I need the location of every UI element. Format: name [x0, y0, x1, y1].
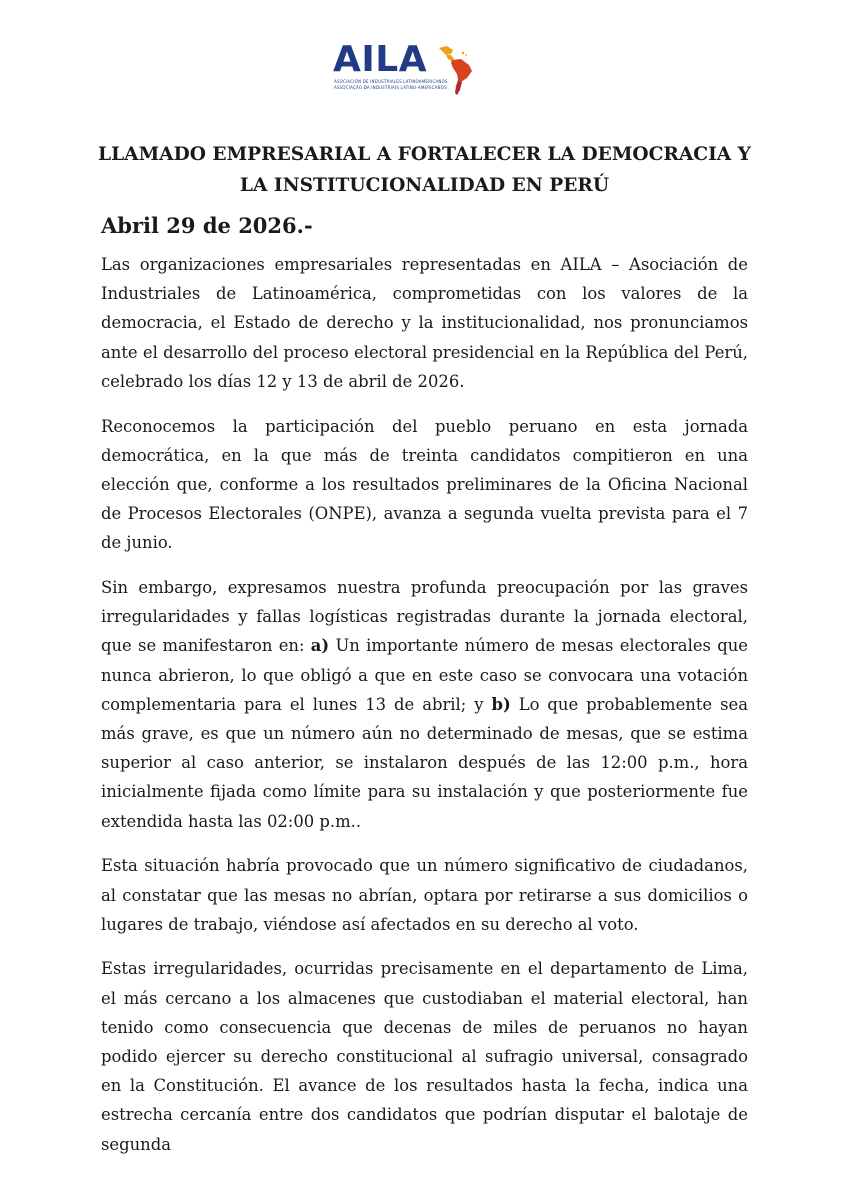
item-b-label: b) — [491, 694, 511, 714]
paragraph-3 — [101, 573, 748, 836]
paragraph-5: Estas irregularidades, ocurridas precisamente en el departamento de Lima, el más cercano a los almacenes que custodiaban el material electoral, han tenido como consecuencia que decenas de miles de peruanos no hayan podido ejercer su derecho constitucional al sufragio universal, consagrado en la Constitución. El avance de los resultados hasta la fecha, indica una estrecha cercanía entre dos candidatos que podrían disputar el balotaje de segunda — [101, 959, 748, 1154]
item-b-text: Lo que probablemente sea más grave, es que un número aún no determinado de mesas, que se estima superior al caso anterior, se instalaron después de las 12:00 p.m., hora inicialmente fijada como límite para su instalación y que posteriormente fue extendida hasta las 02:00 p.m.. — [101, 694, 748, 831]
title-line-2: LA INSTITUCIONALIDAD EN PERÚ — [239, 175, 610, 196]
title-line-1: LLAMADO EMPRESARIAL A FORTALECER LA DEMOCRACIA Y — [98, 144, 751, 165]
logo-subtitle-spanish: ASOCIACIÓN DE INDUSTRIALES LATINOAMERICANOS — [334, 79, 448, 84]
item-a-text: Un importante número de mesas electorales que nunca abrieron, lo que obligó a que en este caso se convocara una votación complementaria para el lunes 13 de abril; y — [101, 636, 748, 714]
paragraph-1: Las organizaciones empresariales representadas en AILA – Asociación de Industriales de Latinoamérica, comprometidas con los valores de la democracia, el Estado de derecho y la institucionalidad, nos pronunciamos ante el desarrollo del proceso electoral presidencial en la República del Perú, celebrado los días 12 y 13 de abril de 2026. — [101, 255, 748, 391]
latin-america-map-icon — [437, 44, 475, 96]
logo-wordmark: AILA — [333, 39, 428, 80]
document-title — [60, 139, 789, 201]
paragraph-3-intro: Sin embargo, expresamos nuestra profunda preocupación por las graves irregularidades y fallas logísticas registradas durante la jornada electoral, que se manifestaron en: — [101, 578, 748, 656]
item-a-label: a) — [310, 636, 330, 656]
logo-subtitle-portuguese: ASSOCIAÇÃO DA INDUSTRIAIS LATINO-AMERICANOS — [334, 85, 447, 90]
paragraph-2: Reconocemos la participación del pueblo peruano en esta jornada democrática, en la que más de treinta candidatos compitieron en una elección que, conforme a los resultados preliminares de la Oficina Nacional de Procesos Electorales (ONPE), avanza a segunda vuelta prevista para el 7 de junio. — [101, 416, 748, 553]
aila-logo — [333, 40, 475, 98]
document-date: Abril 29 de 2026.- — [101, 213, 313, 238]
paragraph-4: Esta situación habría provocado que un número significativo de ciudadanos, al constatar que las mesas no abrían, optara por retirarse a sus domicilios o lugares de trabajo, viéndose así afectados en su derecho al voto. — [101, 856, 748, 934]
document-body — [101, 250, 748, 1174]
